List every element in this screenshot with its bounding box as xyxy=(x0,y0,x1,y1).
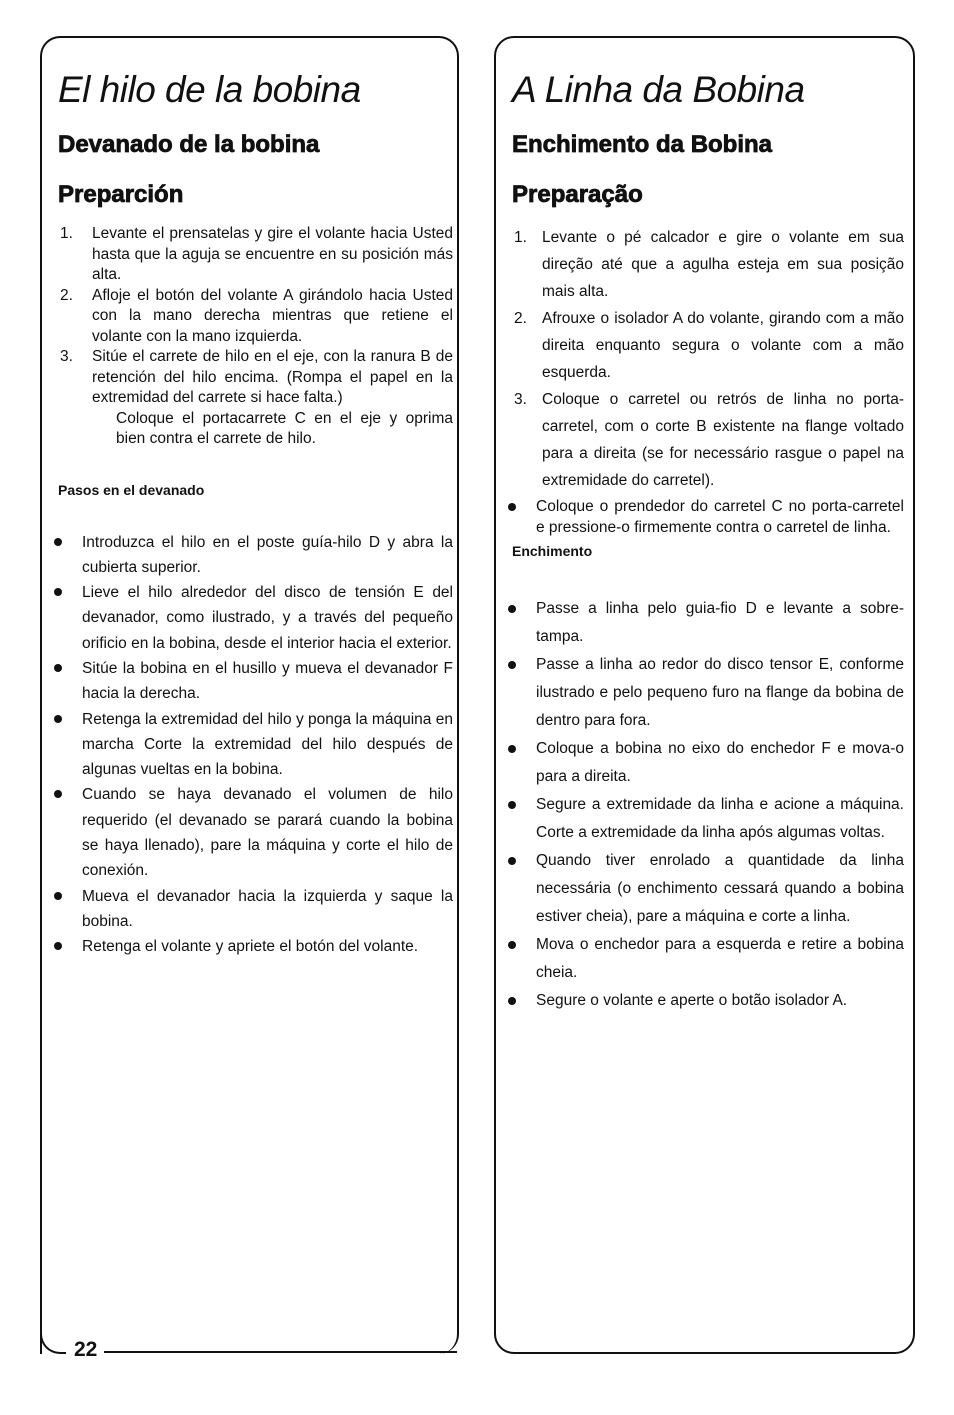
step-item xyxy=(512,386,904,494)
bullet-dot xyxy=(54,538,62,546)
step-text: Levante el prensatelas y gire el volante hacia Usted hasta que la aguja se encuentre en su posición más alta. xyxy=(92,225,453,283)
list-item xyxy=(512,651,904,735)
bullet-dot xyxy=(54,588,62,596)
list-item-text: Coloque o prendedor do carretel C no porta-carretel e pressione-o firmemente contra o carretel de linha. xyxy=(536,498,904,536)
list-item-text: Mueva el devanador hacia la izquierda y saque la bobina. xyxy=(82,887,453,930)
spanish-winding-title: Pasos en el devanado xyxy=(58,481,205,498)
list-item xyxy=(512,595,904,651)
step-item xyxy=(58,224,453,286)
bullet-dot xyxy=(508,503,516,511)
list-item xyxy=(58,656,453,707)
list-item-text: Retenga la extremidad del hilo y ponga la máquina en marcha Corte la extremidad del hilo después de algunas vueltas en la bobina. xyxy=(82,710,453,779)
portuguese-title: A Linha da Bobina xyxy=(512,69,805,110)
portuguese-subsection-title: Preparação xyxy=(512,181,643,208)
step-3-extra: Coloque el portacarrete C en el eje y oprima bien contra el carrete de hilo. xyxy=(116,409,453,447)
spanish-content xyxy=(58,68,453,960)
step-number: 2. xyxy=(514,310,527,327)
list-item xyxy=(512,496,904,538)
step-text: Afloje el botón del volante A girándolo hacia Usted con la mano derecha mientras que retiene el volante con la mano izquierda. xyxy=(92,286,453,345)
bullet-dot xyxy=(508,857,516,865)
list-item xyxy=(512,931,904,987)
step-number: 3. xyxy=(60,348,73,365)
spanish-bullets xyxy=(58,530,453,960)
list-item xyxy=(58,884,453,935)
bullet-dot xyxy=(54,892,62,900)
step-text: Levante o pé calcador e gire o volante em sua direção até que a agulha esteja em sua posição mais alta. xyxy=(542,229,904,300)
list-item-text: Sitúe la bobina en el husillo y mueva el devanador F hacia la derecha. xyxy=(82,659,453,703)
list-item xyxy=(512,987,904,1015)
bullet-dot xyxy=(54,715,62,723)
step-number: 3. xyxy=(514,391,527,408)
bullet-dot xyxy=(508,801,516,809)
list-item xyxy=(58,707,453,783)
portuguese-pre-bullets xyxy=(512,496,904,538)
spanish-section-title: Devanado de la bobina xyxy=(58,131,320,158)
list-item-text: Lieve el hilo alrededor del disco de tensión E del devanador, como ilustrado, y a través del pequeño orificio en la bobina, desde el interior hacia el exterior. xyxy=(82,584,453,652)
bullet-dot xyxy=(54,790,62,798)
bullet-dot xyxy=(508,745,516,753)
spanish-steps xyxy=(58,224,453,409)
step-item xyxy=(58,286,453,348)
list-item xyxy=(512,791,904,847)
list-item-text: Passe a linha ao redor do disco tensor E, conforme ilustrado e pelo pequeno furo na flange da bobina de dentro para fora. xyxy=(536,656,904,729)
bullet-dot xyxy=(54,942,62,950)
list-item xyxy=(512,847,904,931)
list-item-text: Segure a extremidade da linha e acione a máquina. Corte a extremidade da linha após algumas voltas. xyxy=(536,796,904,841)
list-item xyxy=(512,735,904,791)
step-item xyxy=(512,224,904,305)
step-item xyxy=(512,305,904,386)
portuguese-winding-title: Enchimento xyxy=(512,543,593,559)
list-item-text: Retenga el volante y apriete el botón del volante. xyxy=(82,938,419,956)
step-text: Afrouxe o isolador A do volante, girando com a mão direita enquanto segura o volante com a mão esquerda. xyxy=(542,310,904,381)
bullet-dot xyxy=(508,661,516,669)
portuguese-section-title: Enchimento da Bobina xyxy=(512,131,773,158)
step-text: Sitúe el carrete de hilo en el eje, con la ranura B de retención del hilo encima. (Rompa el papel en la extremidad del carrete si hace falta.) xyxy=(92,348,453,406)
portuguese-steps xyxy=(512,224,904,494)
list-item-text: Segure o volante e aperte o botão isolador A. xyxy=(536,992,848,1009)
list-item xyxy=(58,782,453,883)
list-item-text: Passe a linha pelo guia-fio D e levante a sobre-tampa. xyxy=(536,600,904,645)
list-item-text: Mova o enchedor para a esquerda e retire a bobina cheia. xyxy=(536,936,904,981)
list-item-text: Coloque a bobina no eixo do enchedor F e mova-o para a direita. xyxy=(536,740,904,785)
list-item-text: Quando tiver enrolado a quantidade da linha necessária (o enchimento cessará quando a bobina estiver cheia), pare a máquina e corte a linha. xyxy=(536,852,904,925)
list-item-text: Introduzca el hilo en el poste guía-hilo D y abra la cubierta superior. xyxy=(82,533,453,576)
bullet-dot xyxy=(508,941,516,949)
portuguese-bullets xyxy=(512,595,904,1015)
spanish-subsection-title: Preparción xyxy=(58,181,184,208)
step-text: Coloque o carretel ou retrós de linha no porta-carretel, com o corte B existente na flange voltado para a direita (se for necessário rasgue o papel na extremidade do carretel). xyxy=(542,391,904,489)
list-item xyxy=(58,580,453,656)
bullet-dot xyxy=(54,664,62,672)
list-item-text: Cuando se haya devanado el volumen de hilo requerido (el devanado se parará cuando la bobina se haya llenado), pare la máquina y corte el hilo de conexión. xyxy=(82,786,453,880)
page-number: 22 xyxy=(74,1338,98,1361)
step-number: 1. xyxy=(514,229,527,246)
spanish-title: El hilo de la bobina xyxy=(58,69,361,110)
step-item xyxy=(58,347,453,409)
bottom-rule xyxy=(104,1351,457,1353)
bullet-dot xyxy=(508,605,516,613)
step-number: 1. xyxy=(60,225,73,242)
list-item xyxy=(58,934,453,959)
bullet-dot xyxy=(508,997,516,1005)
portuguese-content xyxy=(512,68,904,1015)
list-item xyxy=(58,530,453,581)
step-number: 2. xyxy=(60,286,73,304)
